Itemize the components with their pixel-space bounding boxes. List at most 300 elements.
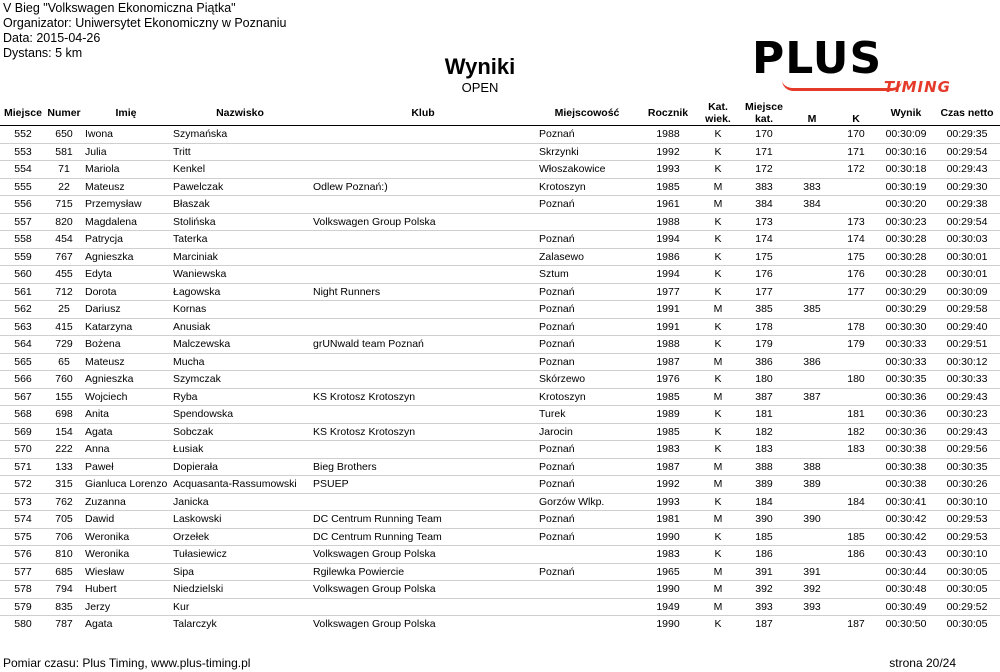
cell-club [310,493,536,511]
cell-result: 00:30:38 [878,441,934,459]
cell-city: Poznan [536,353,638,371]
cell-result: 00:30:48 [878,581,934,599]
cell-result: 00:30:35 [878,371,934,389]
cell-city: Poznań [536,476,638,494]
col-place-k-label: K [852,113,860,125]
cell-category: K [698,546,738,564]
cell-club: Volkswagen Group Polska [310,616,536,633]
cell-place-category: 385 [738,301,790,319]
cell-result: 00:30:29 [878,283,934,301]
cell-result: 00:30:28 [878,266,934,284]
cell-net-time: 00:30:10 [934,546,1000,564]
cell-club: grUNwald team Poznań [310,336,536,354]
cell-city [536,598,638,616]
col-place: Miejsce [0,101,46,126]
cell-year: 1986 [638,248,698,266]
col-result: Wynik [878,101,934,126]
cell-place-k [834,301,878,319]
cell-place-category: 389 [738,476,790,494]
cell-place-category: 187 [738,616,790,633]
logo-sub: TIMING [883,78,951,96]
event-date: Data: 2015-04-26 [3,31,101,45]
cell-net-time: 00:29:35 [934,126,1000,144]
cell-year: 1993 [638,161,698,179]
cell-net-time: 00:29:54 [934,143,1000,161]
cell-year: 1989 [638,406,698,424]
cell-place: 573 [0,493,46,511]
cell-place-k: 173 [834,213,878,231]
cell-year: 1987 [638,353,698,371]
cell-first-name: Mateusz [82,353,170,371]
cell-club [310,266,536,284]
cell-year: 1991 [638,301,698,319]
cell-place-m [790,143,834,161]
col-number: Numer [46,101,82,126]
table-row [0,283,1000,301]
cell-place: 575 [0,528,46,546]
table-row [0,476,1000,494]
col-place-category-top: Miejsce [745,101,783,113]
cell-place-k: 181 [834,406,878,424]
cell-place-m [790,318,834,336]
cell-club [310,196,536,214]
cell-number: 712 [46,283,82,301]
cell-last-name: Stolińska [170,213,310,231]
cell-number: 760 [46,371,82,389]
cell-last-name: Talarczyk [170,616,310,633]
cell-first-name: Mariola [82,161,170,179]
cell-net-time: 00:29:40 [934,318,1000,336]
cell-year: 1977 [638,283,698,301]
cell-club [310,353,536,371]
cell-place-m [790,371,834,389]
cell-number: 650 [46,126,82,144]
cell-place-m: 392 [790,581,834,599]
cell-place-m [790,248,834,266]
cell-place: 552 [0,126,46,144]
cell-net-time: 00:29:53 [934,528,1000,546]
table-row [0,161,1000,179]
cell-net-time: 00:30:12 [934,353,1000,371]
cell-net-time: 00:29:53 [934,511,1000,529]
cell-place-m [790,423,834,441]
cell-club [310,161,536,179]
cell-net-time: 00:29:43 [934,161,1000,179]
cell-place: 556 [0,196,46,214]
cell-first-name: Mateusz [82,178,170,196]
cell-city [536,616,638,633]
cell-number: 810 [46,546,82,564]
table-row [0,143,1000,161]
table-row [0,371,1000,389]
cell-category: K [698,318,738,336]
cell-place: 580 [0,616,46,633]
cell-result: 00:30:42 [878,511,934,529]
event-meta [3,1,286,61]
cell-number: 155 [46,388,82,406]
cell-club [310,598,536,616]
cell-place-m: 385 [790,301,834,319]
cell-category: M [698,353,738,371]
cell-category: K [698,213,738,231]
cell-result: 00:30:36 [878,388,934,406]
cell-place: 574 [0,511,46,529]
cell-place-m [790,283,834,301]
cell-year: 1990 [638,581,698,599]
cell-year: 1983 [638,546,698,564]
cell-result: 00:30:16 [878,143,934,161]
cell-result: 00:30:29 [878,301,934,319]
organizer: Organizator: Uniwersytet Ekonomiczny w Poznaniu [3,16,287,30]
cell-first-name: Magdalena [82,213,170,231]
plus-timing-logo [752,34,957,98]
cell-place: 565 [0,353,46,371]
cell-city: Gorzów Wlkp. [536,493,638,511]
cell-first-name: Bożena [82,336,170,354]
table-row [0,178,1000,196]
cell-year: 1949 [638,598,698,616]
cell-place-m [790,161,834,179]
cell-place-k: 178 [834,318,878,336]
table-row [0,598,1000,616]
table-row [0,248,1000,266]
cell-club: Volkswagen Group Polska [310,581,536,599]
cell-category: K [698,406,738,424]
cell-net-time: 00:30:01 [934,266,1000,284]
cell-place: 572 [0,476,46,494]
cell-year: 1988 [638,336,698,354]
event-name: V Bieg "Volkswagen Ekonomiczna Piątka" [3,1,236,15]
cell-place-k: 172 [834,161,878,179]
cell-year: 1991 [638,318,698,336]
cell-club [310,248,536,266]
cell-place-k: 183 [834,441,878,459]
cell-city: Jarocin [536,423,638,441]
cell-place-category: 393 [738,598,790,616]
cell-place-m [790,546,834,564]
cell-net-time: 00:30:33 [934,371,1000,389]
cell-number: 705 [46,511,82,529]
cell-number: 715 [46,196,82,214]
cell-net-time: 00:30:05 [934,616,1000,633]
cell-result: 00:30:49 [878,598,934,616]
cell-net-time: 00:30:05 [934,581,1000,599]
cell-place-category: 179 [738,336,790,354]
cell-place: 564 [0,336,46,354]
cell-category: K [698,371,738,389]
cell-place-k [834,511,878,529]
cell-first-name: Przemysław [82,196,170,214]
cell-place-k: 180 [834,371,878,389]
table-row [0,231,1000,249]
table-row [0,196,1000,214]
cell-year: 1994 [638,231,698,249]
cell-place-category: 383 [738,178,790,196]
cell-last-name: Błaszak [170,196,310,214]
col-club: Klub [310,101,536,126]
cell-net-time: 00:29:38 [934,196,1000,214]
cell-first-name: Katarzyna [82,318,170,336]
cell-place-m [790,406,834,424]
table-row [0,353,1000,371]
cell-city [536,546,638,564]
cell-place-category: 170 [738,126,790,144]
cell-category: K [698,441,738,459]
cell-place-category: 182 [738,423,790,441]
cell-number: 133 [46,458,82,476]
cell-year: 1992 [638,476,698,494]
cell-first-name: Dariusz [82,301,170,319]
table-row [0,406,1000,424]
logo-word: PLUS [752,33,883,84]
cell-place: 563 [0,318,46,336]
cell-result: 00:30:44 [878,563,934,581]
cell-place: 566 [0,371,46,389]
cell-number: 698 [46,406,82,424]
cell-last-name: Waniewska [170,266,310,284]
table-row [0,266,1000,284]
cell-city: Poznań [536,563,638,581]
cell-category: M [698,581,738,599]
col-place-m-label: M [807,113,817,125]
col-place-category-bottom: kat. [754,113,774,125]
cell-result: 00:30:38 [878,476,934,494]
col-place-m [790,101,834,126]
cell-first-name: Agata [82,423,170,441]
cell-place-category: 392 [738,581,790,599]
cell-place-m: 386 [790,353,834,371]
cell-place-k [834,388,878,406]
cell-place-category: 178 [738,318,790,336]
cell-category: K [698,336,738,354]
table-row [0,441,1000,459]
cell-place-category: 177 [738,283,790,301]
cell-year: 1985 [638,178,698,196]
cell-place: 579 [0,598,46,616]
cell-net-time: 00:29:30 [934,178,1000,196]
cell-first-name: Zuzanna [82,493,170,511]
cell-city: Poznań [536,458,638,476]
cell-year: 1987 [638,458,698,476]
cell-place: 571 [0,458,46,476]
cell-place-m: 390 [790,511,834,529]
cell-place-category: 185 [738,528,790,546]
cell-city [536,581,638,599]
cell-city: Skórzewo [536,371,638,389]
cell-number: 794 [46,581,82,599]
cell-result: 00:30:42 [878,528,934,546]
cell-result: 00:30:38 [878,458,934,476]
cell-last-name: Kenkel [170,161,310,179]
cell-place-m: 389 [790,476,834,494]
table-row [0,301,1000,319]
cell-first-name: Hubert [82,581,170,599]
cell-place-k [834,563,878,581]
cell-city: Poznań [536,528,638,546]
cell-category: K [698,528,738,546]
cell-category: K [698,493,738,511]
cell-result: 00:30:28 [878,248,934,266]
footer-timing-credit: Pomiar czasu: Plus Timing, www.plus-timing.pl [3,656,251,670]
col-first-name: Imię [82,101,170,126]
cell-place: 553 [0,143,46,161]
cell-net-time: 00:29:51 [934,336,1000,354]
cell-place-category: 388 [738,458,790,476]
cell-net-time: 00:30:01 [934,248,1000,266]
cell-category: K [698,126,738,144]
cell-result: 00:30:20 [878,196,934,214]
cell-number: 787 [46,616,82,633]
cell-first-name: Agnieszka [82,371,170,389]
cell-category: M [698,511,738,529]
table-header [0,101,1000,126]
cell-last-name: Janicka [170,493,310,511]
cell-number: 455 [46,266,82,284]
cell-place-category: 184 [738,493,790,511]
cell-number: 762 [46,493,82,511]
cell-number: 454 [46,231,82,249]
cell-number: 71 [46,161,82,179]
cell-net-time: 00:30:26 [934,476,1000,494]
distance: Dystans: 5 km [3,46,83,60]
cell-number: 767 [46,248,82,266]
cell-result: 00:30:41 [878,493,934,511]
cell-category: M [698,196,738,214]
cell-city [536,213,638,231]
cell-city: Poznań [536,126,638,144]
category-subtitle: OPEN [461,80,499,95]
cell-net-time: 00:30:23 [934,406,1000,424]
cell-place-category: 384 [738,196,790,214]
cell-last-name: Anusiak [170,318,310,336]
cell-last-name: Mucha [170,353,310,371]
cell-result: 00:30:50 [878,616,934,633]
cell-place-k [834,581,878,599]
cell-city: Poznań [536,511,638,529]
cell-place-m [790,616,834,633]
cell-last-name: Kornas [170,301,310,319]
cell-place-category: 390 [738,511,790,529]
cell-first-name: Patrycja [82,231,170,249]
cell-year: 1990 [638,528,698,546]
cell-city: Poznań [536,441,638,459]
col-category-bottom: wiek. [705,113,731,125]
cell-last-name: Orzełek [170,528,310,546]
cell-net-time: 00:29:54 [934,213,1000,231]
cell-city: Poznań [536,231,638,249]
cell-first-name: Jerzy [82,598,170,616]
cell-place-category: 173 [738,213,790,231]
cell-club [310,301,536,319]
cell-last-name: Acquasanta-Rassumowski [170,476,310,494]
cell-place-k: 176 [834,266,878,284]
cell-place-m [790,213,834,231]
cell-net-time: 00:30:35 [934,458,1000,476]
cell-year: 1976 [638,371,698,389]
table-row [0,318,1000,336]
cell-place: 567 [0,388,46,406]
cell-city: Poznań [536,318,638,336]
cell-year: 1985 [638,423,698,441]
cell-place-m: 391 [790,563,834,581]
cell-first-name: Dorota [82,283,170,301]
cell-number: 65 [46,353,82,371]
cell-city: Turek [536,406,638,424]
cell-last-name: Malczewska [170,336,310,354]
cell-last-name: Tułasiewicz [170,546,310,564]
col-year: Rocznik [638,101,698,126]
cell-category: K [698,161,738,179]
cell-place-category: 172 [738,161,790,179]
cell-result: 00:30:19 [878,178,934,196]
cell-category: M [698,301,738,319]
cell-place-category: 183 [738,441,790,459]
cell-number: 820 [46,213,82,231]
cell-last-name: Ryba [170,388,310,406]
cell-year: 1988 [638,213,698,231]
cell-result: 00:30:09 [878,126,934,144]
cell-first-name: Wojciech [82,388,170,406]
cell-city: Poznań [536,283,638,301]
cell-category: M [698,563,738,581]
table-row [0,213,1000,231]
cell-place-k [834,353,878,371]
cell-place-m [790,336,834,354]
cell-net-time: 00:29:52 [934,598,1000,616]
page-title: Wyniki [444,54,516,79]
cell-place-m: 388 [790,458,834,476]
cell-year: 1965 [638,563,698,581]
table-body [0,126,1000,633]
footer-page-number: strona 20/24 [889,656,956,670]
table-row [0,493,1000,511]
cell-place: 559 [0,248,46,266]
cell-category: M [698,598,738,616]
cell-year: 1983 [638,441,698,459]
table-row [0,423,1000,441]
cell-year: 1992 [638,143,698,161]
cell-category: K [698,423,738,441]
table-row [0,563,1000,581]
cell-last-name: Łusiak [170,441,310,459]
cell-city: Zalasewo [536,248,638,266]
cell-net-time: 00:30:03 [934,231,1000,249]
cell-place-k [834,458,878,476]
cell-net-time: 00:29:43 [934,388,1000,406]
cell-first-name: Anna [82,441,170,459]
cell-club [310,406,536,424]
cell-place-k: 184 [834,493,878,511]
col-city: Miejscowość [536,101,638,126]
cell-place-k: 185 [834,528,878,546]
cell-year: 1994 [638,266,698,284]
cell-city: Poznań [536,196,638,214]
cell-net-time: 00:29:56 [934,441,1000,459]
cell-last-name: Sobczak [170,423,310,441]
col-place-category [738,101,790,126]
cell-first-name: Agata [82,616,170,633]
cell-net-time: 00:30:10 [934,493,1000,511]
cell-first-name: Weronika [82,546,170,564]
cell-city: Krotoszyn [536,388,638,406]
cell-category: M [698,476,738,494]
cell-first-name: Gianluca Lorenzo [82,476,170,494]
cell-first-name: Dawid [82,511,170,529]
cell-place-k: 171 [834,143,878,161]
cell-year: 1990 [638,616,698,633]
cell-result: 00:30:30 [878,318,934,336]
cell-number: 25 [46,301,82,319]
